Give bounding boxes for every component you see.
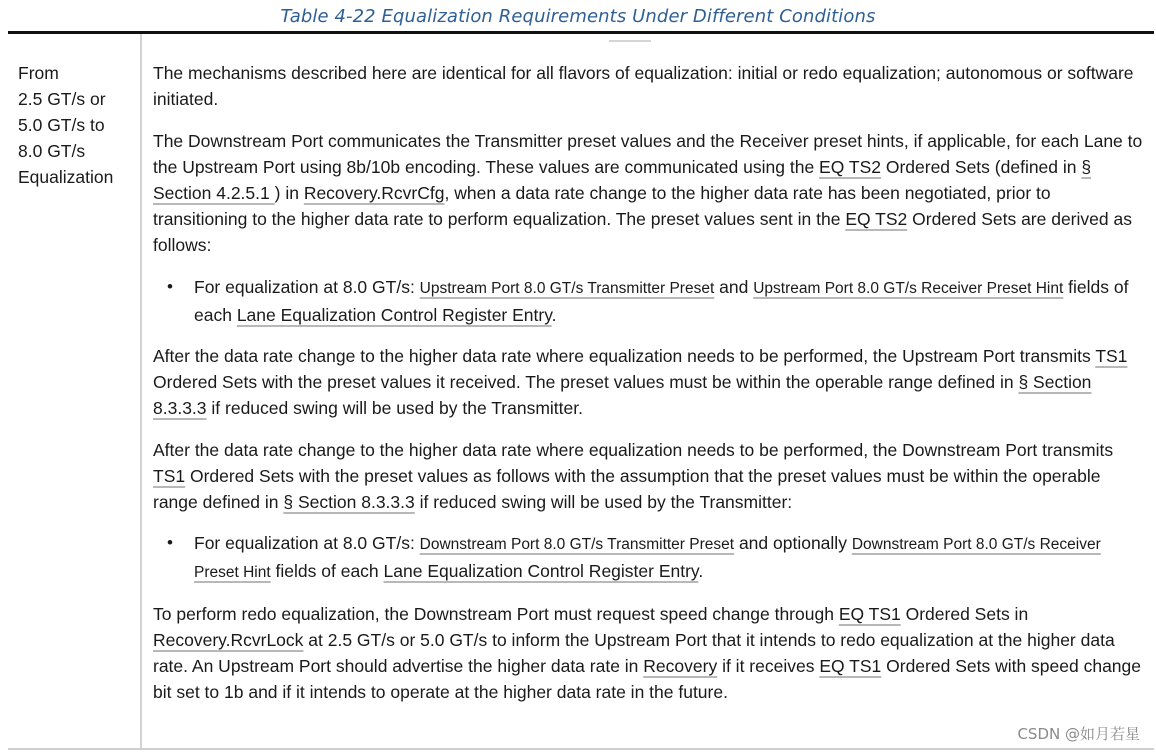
field-downstream-rx-preset-hint[interactable]: Downstream Port 8.0 GT/s Receiver Preset Hint: [194, 536, 1101, 581]
link-eq-ts1[interactable]: EQ TS1: [819, 656, 882, 676]
link-section-8-3-3-3[interactable]: § Section 8.3.3.3: [283, 492, 415, 512]
text: if it receives: [717, 656, 820, 676]
text: For equalization at 8.0 GT/s:: [194, 533, 420, 553]
link-lane-eq-control-register-entry[interactable]: Lane Equalization Control Register Entry: [383, 561, 699, 581]
text: fields of each: [194, 277, 1129, 325]
text: .: [551, 305, 557, 325]
text: , when a data rate change to the higher data rate has been negotiated, prior to transitioning to the higher data rate to perform equalization. The preset values sent in the: [153, 183, 1051, 229]
text: The Downstream Port communicates the Transmitter preset values and the Receiver preset hints, if applicable, for each Lane to the Upstream Port using 8b/10b encoding. These values are communicated using the: [153, 131, 1143, 177]
text: Ordered Sets (defined in: [880, 157, 1082, 177]
text: and: [714, 277, 754, 297]
link-eq-ts1[interactable]: EQ TS1: [838, 604, 901, 624]
table-caption: Table 4-22 Equalization Requirements Under Different Conditions: [280, 6, 876, 27]
caption-marker: [609, 40, 651, 42]
table-bottom-rule: [8, 748, 1154, 750]
paragraph-downstream-communicates: [153, 128, 1149, 258]
paragraph-redo-equalization: [153, 601, 1149, 705]
text: Ordered Sets with the preset values it received. The preset values must be within the operable range defined in: [153, 372, 1019, 392]
list-item: [153, 530, 1149, 586]
column-divider: [140, 34, 142, 750]
watermark: CSDN @如月若星: [1017, 725, 1140, 743]
list-item: [153, 274, 1149, 328]
paragraph-flavors: The mechanisms described here are identical for all flavors of equalization: initial or redo equalization; autonomous or software initiated.: [153, 63, 1134, 109]
link-lane-eq-control-register-entry[interactable]: Lane Equalization Control Register Entry: [236, 305, 552, 325]
paragraph-downstream-transmits: [153, 437, 1149, 515]
text: After the data rate change to the higher data rate where equalization needs to be performed, the Upstream Port transmits: [153, 346, 1096, 366]
text: fields of each: [270, 561, 384, 581]
text: To perform redo equalization, the Downstream Port must request speed change through: [153, 604, 839, 624]
text: and optionally: [734, 533, 852, 553]
condition-cell: From 2.5 GT/s or 5.0 GT/s to 8.0 GT/s Equalization: [18, 63, 114, 187]
text: Ordered Sets are derived as follows:: [153, 209, 1132, 255]
text: After the data rate change to the higher data rate where equalization needs to be performed, the Downstream Port transmits: [153, 440, 1114, 460]
field-downstream-tx-preset[interactable]: Downstream Port 8.0 GT/s Transmitter Preset: [419, 536, 735, 553]
link-recovery-rcvrlock[interactable]: Recovery.RcvrLock: [153, 630, 304, 650]
text: Ordered Sets with the preset values as follows with the assumption that the preset values must be within the operable range defined in: [153, 466, 1101, 512]
paragraph-upstream-transmits: [153, 343, 1149, 421]
text: .: [698, 561, 704, 581]
text: For equalization at 8.0 GT/s:: [194, 277, 420, 297]
link-recovery-rcvrcfg[interactable]: Recovery.RcvrCfg: [303, 183, 445, 203]
link-ts1[interactable]: TS1: [1095, 346, 1128, 366]
link-eq-ts2[interactable]: EQ TS2: [845, 209, 908, 229]
text: Ordered Sets in: [900, 604, 1029, 624]
text: Ordered Sets with speed change bit set to 1b and if it intends to operate at the higher data rate in the future.: [153, 656, 1142, 702]
link-eq-ts2[interactable]: EQ TS2: [819, 157, 881, 177]
text: at 2.5 GT/s or 5.0 GT/s to inform the Upstream Port that it intends to redo equalization at the higher data rate. An Upstream Port should advertise the higher data rate in: [153, 630, 1115, 676]
table-top-rule: [8, 31, 1154, 34]
link-ts1[interactable]: TS1: [153, 466, 186, 486]
link-section-4-2-5-1[interactable]: § Section 4.2.5.1: [153, 157, 1092, 203]
bullet-list-downstream: [153, 530, 1149, 586]
link-section-8-3-3-3[interactable]: § Section 8.3.3.3: [153, 372, 1092, 418]
link-recovery[interactable]: Recovery: [643, 656, 718, 676]
field-upstream-rx-preset-hint[interactable]: Upstream Port 8.0 GT/s Receiver Preset Hint: [753, 280, 1064, 297]
bullet-list-upstream: [153, 274, 1149, 328]
text: if reduced swing will be used by the Transmitter.: [206, 398, 583, 418]
description-cell: [153, 60, 1149, 705]
text: ) in: [274, 183, 304, 203]
field-upstream-tx-preset[interactable]: Upstream Port 8.0 GT/s Transmitter Preset: [419, 280, 715, 297]
text: if reduced swing will be used by the Transmitter:: [414, 492, 793, 512]
